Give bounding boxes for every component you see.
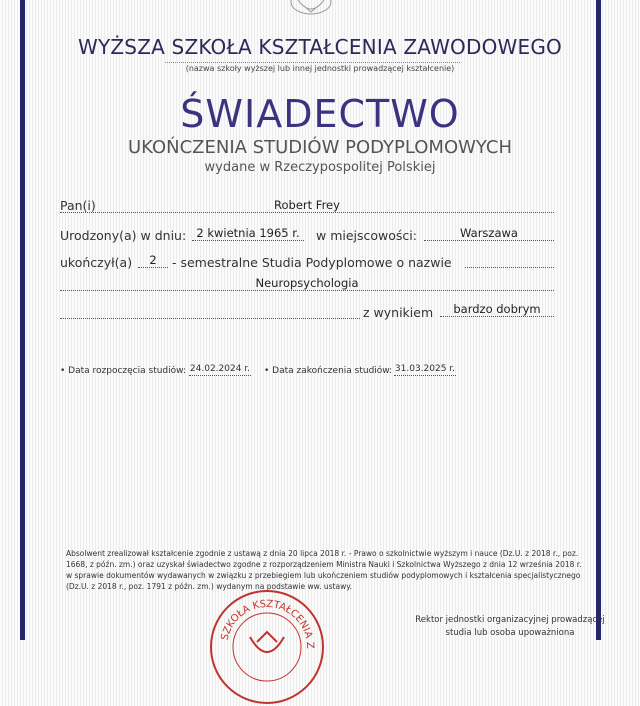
end-date-label: • Data zakończenia studiów: (264, 366, 393, 376)
divider (165, 62, 460, 63)
start-date: 24.02.2024 r. (189, 364, 251, 374)
place-label: w miejscowości: (316, 228, 417, 243)
start-date-field (189, 364, 251, 376)
name-field (60, 198, 554, 213)
result-field (440, 302, 554, 317)
born-label: Urodzony(a) w dniu: (60, 228, 187, 243)
semesters-value: 2 (149, 253, 157, 267)
official-stamp (210, 590, 324, 704)
result-value: bardzo dobrym (453, 302, 541, 316)
school-caption: (nazwa szkoły wyższej lub innej jednostki prowadzącej kształcenie) (185, 64, 455, 73)
school-name: WYŻSZA SZKOŁA KSZTAŁCENIA ZAWODOWEGO (78, 35, 562, 59)
program-field-line2 (60, 304, 360, 319)
start-date-label: • Data rozpoczęcia studiów: (60, 366, 187, 376)
page-title: ŚWIADECTWO (180, 92, 460, 136)
name-label: Pan(i) (60, 198, 96, 213)
result-label: z wynikiem (363, 305, 434, 320)
born-date-field (192, 226, 304, 241)
subtitle: UKOŃCZENIA STUDIÓW PODYPLOMOWYCH (127, 137, 513, 158)
born-date: 2 kwietnia 1965 r. (196, 226, 300, 240)
signatory-line-1: Rektor jednostki organizacyjnej prowadzącej (415, 615, 605, 625)
legal-note: Absolwent zrealizował kształcenie zgodnie z ustawą z dnia 20 lipca 2018 r. - Prawo o szkolnictwie wyższym i nauce (Dz.U. z 2018 r., poz. 1668, z późn. zm.) oraz uzyskał świadectwo zgodne z rozporządzeniem Ministra Nauki i Szkolnictwa Wyższego z dnia 12 września 2018 r. w sprawie dokumentów wydawanych w związku z przebiegiem lub ukończeniem studiów podyplomowych i kształcenia specjalistycznego (Dz.U. z 2018 r., poz. 1791 z późn. zm.) wydanym na podstawie ww. ustawy. (66, 549, 582, 591)
end-date: 31.03.2025 r. (394, 364, 456, 374)
place-value: Warszawa (460, 226, 518, 240)
studies-field-tail (465, 253, 554, 268)
stamp-seal-icon (212, 592, 322, 702)
program-field (60, 276, 554, 291)
completed-label: ukończył(a) (60, 255, 133, 270)
end-date-field (394, 364, 456, 376)
semesters-field (138, 253, 168, 268)
eagle-emblem-icon (284, 0, 339, 20)
subtitle-issued: wydane w Rzeczypospolitej Polskiej (204, 160, 436, 175)
program-value: Neuropsychologia (255, 276, 359, 290)
stamp-text: SZKOŁA KSZTAŁCENIA Z (219, 598, 316, 649)
signatory (395, 614, 625, 640)
studies-label: - semestralne Studia Podyplomowe o nazwie (172, 255, 452, 270)
name-value: Robert Frey (274, 198, 340, 212)
signatory-line-2: studia lub osoba upoważniona (445, 628, 575, 638)
svg-text:SZKOŁA KSZTAŁCENIA ZAWODOWEGO (212, 592, 315, 649)
place-field (424, 226, 554, 241)
